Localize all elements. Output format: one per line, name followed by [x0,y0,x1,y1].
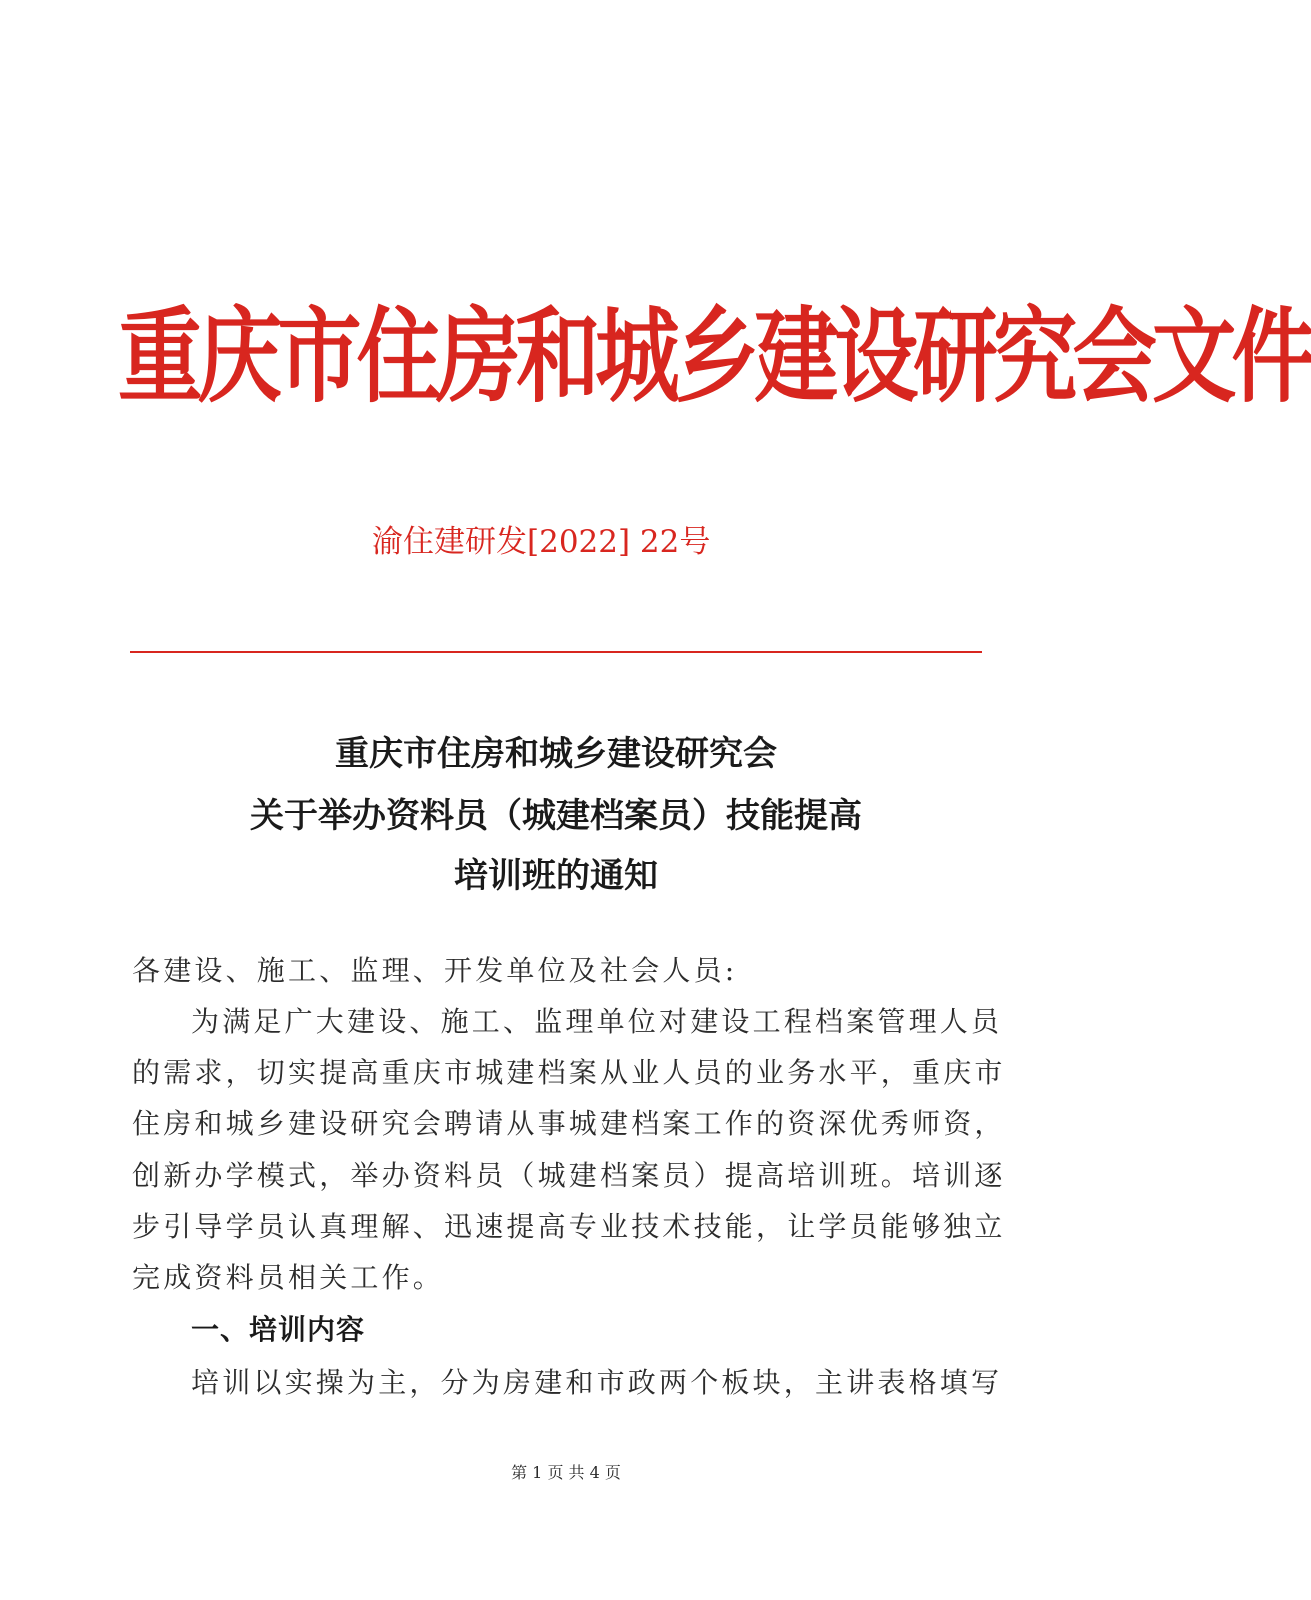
masthead-title: 重庆市住房和城乡建设研究会文件 [118,297,1311,417]
intro-line-5: 步引导学员认真理解、迅速提高专业技术技能，让学员能够独立 [132,1210,1006,1243]
document-number: 渝住建研发[2022] 22号 [372,524,711,560]
intro-line-2: 的需求，切实提高重庆市城建档案从业人员的业务水平，重庆市 [132,1056,1006,1089]
intro-line-1: 为满足广大建设、施工、监理单位对建设工程档案管理人员 [191,1005,1003,1038]
notice-title-line-1: 重庆市住房和城乡建设研究会 [335,734,777,774]
intro-line-3: 住房和城乡建设研究会聘请从事城建档案工作的资深优秀师资， [132,1107,1006,1140]
notice-title-line-3: 培训班的通知 [454,856,658,896]
page-footer: 第 1 页 共 4 页 [511,1463,621,1482]
salutation: 各建设、施工、监理、开发单位及社会人员: [132,954,738,987]
red-divider [130,651,982,653]
notice-title-line-2: 关于举办资料员（城建档案员）技能提高 [250,796,862,836]
section-heading-training-content: 一、培训内容 [191,1313,366,1346]
intro-line-4: 创新办学模式，举办资料员（城建档案员）提高培训班。培训逐 [132,1159,1006,1192]
section1-line-1: 培训以实操为主，分为房建和市政两个板块，主讲表格填写 [191,1366,1003,1399]
intro-line-6: 完成资料员相关工作。 [132,1261,445,1294]
